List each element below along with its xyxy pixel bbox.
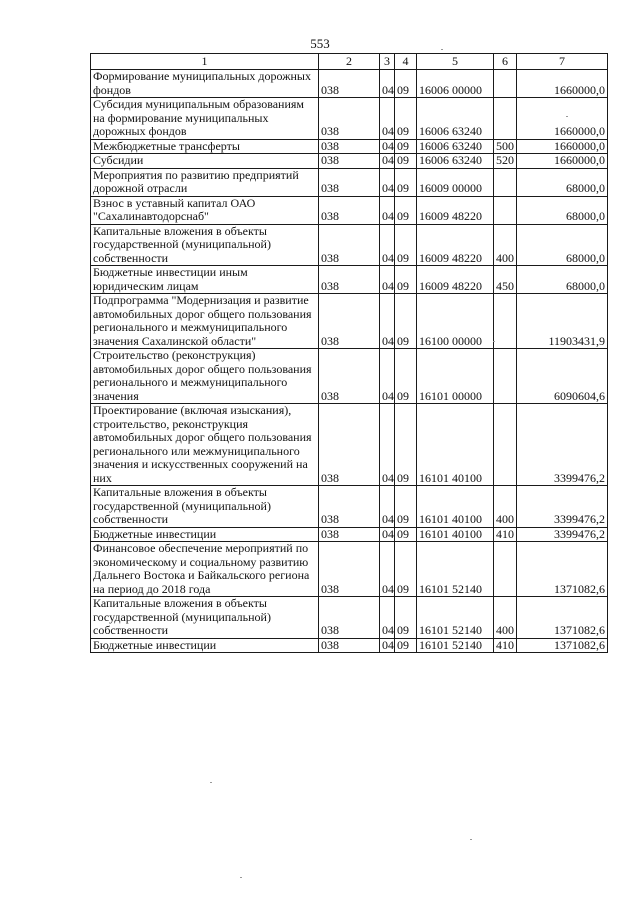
subsection-code-cell: 09 (395, 404, 417, 486)
target-article-cell: 16101 40100 (417, 404, 494, 486)
subsection-code-cell: 09 (395, 542, 417, 597)
chapter-code-cell: 038 (319, 404, 380, 486)
target-article-cell: 16101 40100 (417, 527, 494, 542)
amount-cell: 3399476,2 (517, 486, 608, 528)
subsection-code-cell: 09 (395, 597, 417, 639)
row-name-cell: Капитальные вложения в объекты государственной (муниципальной) собственности (91, 597, 319, 639)
column-header: 1 (91, 54, 319, 70)
chapter-code-cell: 038 (319, 168, 380, 196)
table-row (91, 349, 608, 404)
amount-cell: 1660000,0 (517, 139, 608, 154)
column-header: 5 (417, 54, 494, 70)
subsection-code-cell: 09 (395, 486, 417, 528)
table-row (91, 294, 608, 349)
target-article-cell: 16006 00000 (417, 70, 494, 98)
section-code-cell: 04 (380, 98, 395, 140)
table-row (91, 542, 608, 597)
chapter-code-cell: 038 (319, 527, 380, 542)
target-article-cell: 16101 40100 (417, 486, 494, 528)
amount-cell: 68000,0 (517, 224, 608, 266)
expense-type-cell: 400 (494, 486, 517, 528)
page-number: 553 (310, 36, 330, 51)
table-row (91, 266, 608, 294)
row-name-cell: Капитальные вложения в объекты государственной (муниципальной) собственности (91, 486, 319, 528)
target-article-cell: 16009 48220 (417, 196, 494, 224)
expense-type-cell (494, 196, 517, 224)
section-code-cell: 04 (380, 266, 395, 294)
target-article-cell: 16009 48220 (417, 224, 494, 266)
column-header: 3 (380, 54, 395, 70)
subsection-code-cell: 09 (395, 349, 417, 404)
column-header: 2 (319, 54, 380, 70)
subsection-code-cell: 09 (395, 154, 417, 169)
subsection-code-cell: 09 (395, 168, 417, 196)
section-code-cell: 04 (380, 224, 395, 266)
budget-table (90, 53, 608, 653)
subsection-code-cell: 09 (395, 266, 417, 294)
section-code-cell: 04 (380, 154, 395, 169)
chapter-code-cell: 038 (319, 349, 380, 404)
section-code-cell: 04 (380, 70, 395, 98)
table-row (91, 98, 608, 140)
amount-cell: 68000,0 (517, 196, 608, 224)
table-row (91, 70, 608, 98)
row-name-cell: Подпрограмма "Модернизация и развитие автомобильных дорог общего пользования регионального и межмуниципального значения Сахалинской области" (91, 294, 319, 349)
target-article-cell: 16101 52140 (417, 638, 494, 653)
row-name-cell: Взнос в уставный капитал ОАО "Сахалинавтодорснаб" (91, 196, 319, 224)
subsection-code-cell: 09 (395, 98, 417, 140)
expense-type-cell: 500 (494, 139, 517, 154)
table-row (91, 597, 608, 639)
target-article-cell: 16009 00000 (417, 168, 494, 196)
table-row (91, 404, 608, 486)
subsection-code-cell: 09 (395, 196, 417, 224)
table-row (91, 154, 608, 169)
table-row (91, 196, 608, 224)
amount-cell: 6090604,6 (517, 349, 608, 404)
column-header: 6 (494, 54, 517, 70)
amount-cell: 1660000,0 (517, 70, 608, 98)
row-name-cell: Проектирование (включая изыскания), строительство, реконструкция автомобильных дорог общего пользования регионального или межмуниципального значения и искусственных сооружений на них (91, 404, 319, 486)
chapter-code-cell: 038 (319, 139, 380, 154)
expense-type-cell (494, 404, 517, 486)
chapter-code-cell: 038 (319, 98, 380, 140)
expense-type-cell (494, 349, 517, 404)
section-code-cell: 04 (380, 486, 395, 528)
table-row (91, 168, 608, 196)
target-article-cell: 16100 00000 (417, 294, 494, 349)
amount-cell: 68000,0 (517, 168, 608, 196)
amount-cell: 1371082,6 (517, 597, 608, 639)
chapter-code-cell: 038 (319, 294, 380, 349)
scan-speck (240, 877, 242, 878)
section-code-cell: 04 (380, 196, 395, 224)
section-code-cell: 04 (380, 527, 395, 542)
target-article-cell: 16101 52140 (417, 597, 494, 639)
section-code-cell: 04 (380, 168, 395, 196)
expense-type-cell: 400 (494, 224, 517, 266)
amount-cell: 68000,0 (517, 266, 608, 294)
expense-type-cell (494, 70, 517, 98)
section-code-cell: 04 (380, 597, 395, 639)
table-row (91, 224, 608, 266)
section-code-cell: 04 (380, 404, 395, 486)
row-name-cell: Бюджетные инвестиции (91, 638, 319, 653)
chapter-code-cell: 038 (319, 154, 380, 169)
table-row (91, 486, 608, 528)
column-header: 7 (517, 54, 608, 70)
expense-type-cell (494, 294, 517, 349)
target-article-cell: 16101 52140 (417, 542, 494, 597)
expense-type-cell: 410 (494, 527, 517, 542)
scan-speck (470, 839, 472, 840)
amount-cell: 11903431,9 (517, 294, 608, 349)
target-article-cell: 16101 00000 (417, 349, 494, 404)
chapter-code-cell: 038 (319, 486, 380, 528)
expense-type-cell (494, 542, 517, 597)
subsection-code-cell: 09 (395, 139, 417, 154)
scan-speck (566, 116, 568, 117)
row-name-cell: Капитальные вложения в объекты государственной (муниципальной) собственности (91, 224, 319, 266)
chapter-code-cell: 038 (319, 70, 380, 98)
chapter-code-cell: 038 (319, 196, 380, 224)
row-name-cell: Субсидия муниципальным образованиям на формирование муниципальных дорожных фондов (91, 98, 319, 140)
row-name-cell: Бюджетные инвестиции (91, 527, 319, 542)
amount-cell: 1660000,0 (517, 98, 608, 140)
amount-cell: 3399476,2 (517, 404, 608, 486)
section-code-cell: 04 (380, 349, 395, 404)
subsection-code-cell: 09 (395, 638, 417, 653)
scan-speck (441, 49, 443, 50)
chapter-code-cell: 038 (319, 266, 380, 294)
chapter-code-cell: 038 (319, 542, 380, 597)
amount-cell: 1371082,6 (517, 638, 608, 653)
section-code-cell: 04 (380, 294, 395, 349)
subsection-code-cell: 09 (395, 294, 417, 349)
target-article-cell: 16006 63240 (417, 139, 494, 154)
subsection-code-cell: 09 (395, 224, 417, 266)
row-name-cell: Финансовое обеспечение мероприятий по экономическому и социальному развитию Дальнего Востока и Байкальского региона на период до 2018 года (91, 542, 319, 597)
row-name-cell: Строительство (реконструкция) автомобильных дорог общего пользования регионального и межмуниципального значения (91, 349, 319, 404)
subsection-code-cell: 09 (395, 527, 417, 542)
header-row (91, 54, 608, 70)
expense-type-cell: 450 (494, 266, 517, 294)
table-row (91, 527, 608, 542)
expense-type-cell: 520 (494, 154, 517, 169)
column-header: 4 (395, 54, 417, 70)
expense-type-cell: 400 (494, 597, 517, 639)
row-name-cell: Бюджетные инвестиции иным юридическим лицам (91, 266, 319, 294)
target-article-cell: 16006 63240 (417, 98, 494, 140)
chapter-code-cell: 038 (319, 597, 380, 639)
expense-type-cell (494, 168, 517, 196)
section-code-cell: 04 (380, 139, 395, 154)
target-article-cell: 16006 63240 (417, 154, 494, 169)
row-name-cell: Субсидии (91, 154, 319, 169)
table-row (91, 139, 608, 154)
scan-speck (493, 341, 495, 342)
scan-speck (210, 782, 212, 783)
row-name-cell: Мероприятия по развитию предприятий дорожной отрасли (91, 168, 319, 196)
amount-cell: 1371082,6 (517, 542, 608, 597)
section-code-cell: 04 (380, 542, 395, 597)
expense-type-cell: 410 (494, 638, 517, 653)
chapter-code-cell: 038 (319, 224, 380, 266)
row-name-cell: Формирование муниципальных дорожных фондов (91, 70, 319, 98)
amount-cell: 3399476,2 (517, 527, 608, 542)
expense-type-cell (494, 98, 517, 140)
table-row (91, 638, 608, 653)
section-code-cell: 04 (380, 638, 395, 653)
amount-cell: 1660000,0 (517, 154, 608, 169)
row-name-cell: Межбюджетные трансферты (91, 139, 319, 154)
target-article-cell: 16009 48220 (417, 266, 494, 294)
chapter-code-cell: 038 (319, 638, 380, 653)
subsection-code-cell: 09 (395, 70, 417, 98)
